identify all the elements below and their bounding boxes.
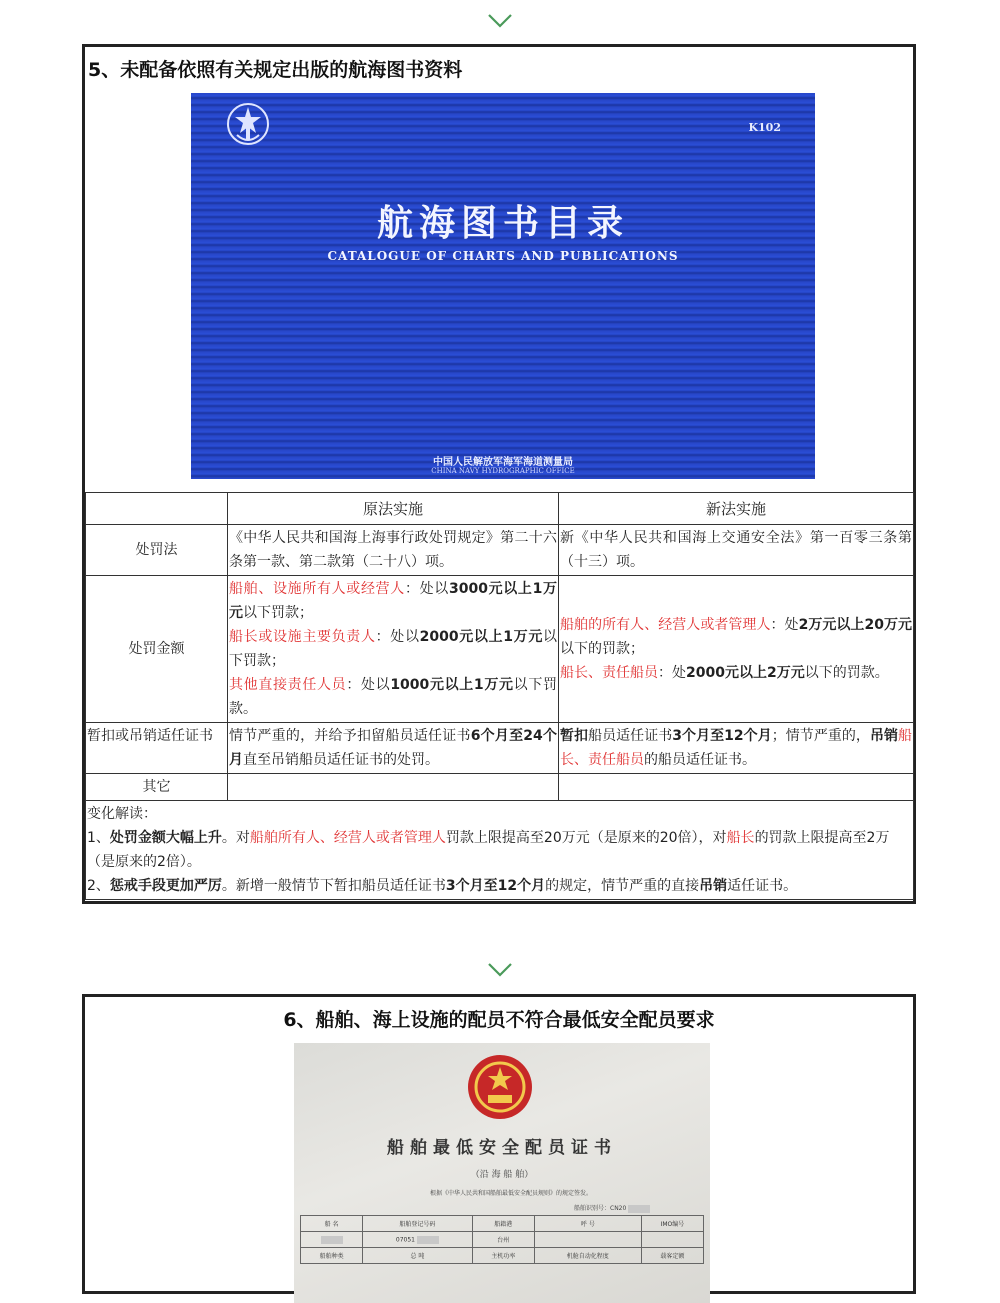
table-row (86, 774, 914, 801)
header-old-law: 原法实施 (228, 493, 559, 525)
cell-new-penalty-amount: 船舶的所有人、经营人或者管理人：处2万元以上20万元以下的罚款； 船长、责任船员：处2000元以上2万元以下的罚款。 (559, 576, 914, 723)
certificate-table (300, 1215, 704, 1264)
row-label-penalty-law: 处罚法 (86, 525, 228, 576)
row-label-certificate: 暂扣或吊销适任证书 (86, 723, 228, 774)
table-row (86, 576, 914, 723)
cell-new-certificate: 暂扣船员适任证书3个月至12个月；情节严重的，吊销船长、责任船员的船员适任证书。 (559, 723, 914, 774)
cell-old-other (228, 774, 559, 801)
change-notes: 变化解读： 1、处罚金额大幅上升。对船舶所有人、经营人或者管理人罚款上限提高至20万元（是原来的20倍），对船长的罚款上限提高至2万（是原来的2倍）。 2、惩戒手段更加严厉。新增一般情节下暂扣船员适任证书3个月至12个月的规定，情节严重的直接吊销适任证书。 (86, 801, 914, 900)
section-6-card (82, 994, 916, 1294)
table-header-row (86, 493, 914, 525)
cell-old-penalty-law: 《中华人民共和国海上海事行政处罚规定》第二十六条第一款、第二款第（二十八）项。 (228, 525, 559, 576)
navy-emblem-icon (223, 99, 273, 149)
cell-new-other (559, 774, 914, 801)
certificate-id-label: 船舶识别号：CN20 (574, 1203, 650, 1213)
comparison-table (85, 492, 914, 900)
chevron-down-icon (487, 13, 513, 29)
table-row: 船 名 船舶登记号码 船籍港 呼 号 IMO编号 (301, 1216, 704, 1232)
table-row: 07051 台州 (301, 1232, 704, 1248)
row-label-other: 其它 (86, 774, 228, 801)
catalogue-title-en: CATALOGUE OF CHARTS AND PUBLICATIONS (327, 249, 679, 263)
catalogue-org-cn: 中国人民解放军海军海道测量局 (433, 457, 573, 468)
table-row (86, 723, 914, 774)
row-label-penalty-amount: 处罚金额 (86, 576, 228, 723)
national-emblem-icon (458, 1051, 542, 1127)
catalogue-cover-image (191, 93, 815, 479)
chevron-down-icon (487, 962, 513, 978)
table-row: 船舶种类 总 吨 主机功率 机舱自动化程度 载客定额 (301, 1248, 704, 1264)
catalogue-org-en: CHINA NAVY HYDROGRAPHIC OFFICE (431, 467, 575, 475)
cell-old-certificate: 情节严重的，并给予扣留船员适任证书6个月至24个月直至吊销船员适任证书的处罚。 (228, 723, 559, 774)
cell-old-penalty-amount: 船舶、设施所有人或经营人：处以3000元以上1万元以下罚款； 船长或设施主要负责人：处以2000元以上1万元以下罚款； 其他直接责任人员：处以1000元以上1万元以下罚款。 (228, 576, 559, 723)
certificate-title: 船舶最低安全配员证书 (387, 1138, 617, 1158)
section-6-title: 6、船舶、海上设施的配员不符合最低安全配员要求 (283, 1009, 715, 1031)
notes-row (86, 801, 914, 900)
header-empty-cell (86, 493, 228, 525)
section-5-title: 5、未配备依照有关规定出版的航海图书资料 (88, 59, 463, 81)
table-row (86, 525, 914, 576)
catalogue-code: K102 (748, 121, 781, 134)
manning-certificate-image (294, 1043, 710, 1303)
catalogue-title-cn: 航海图书目录 (376, 202, 629, 244)
header-new-law: 新法实施 (559, 493, 914, 525)
section-5-card (82, 44, 916, 904)
certificate-subtitle: （沿 海 船 舶） (470, 1170, 534, 1180)
certificate-basis: 根据《中华人民共和国船舶最低安全配员规则》的规定签发。 (430, 1190, 593, 1197)
cell-new-penalty-law: 新《中华人民共和国海上交通安全法》第一百零三条第（十三）项。 (559, 525, 914, 576)
